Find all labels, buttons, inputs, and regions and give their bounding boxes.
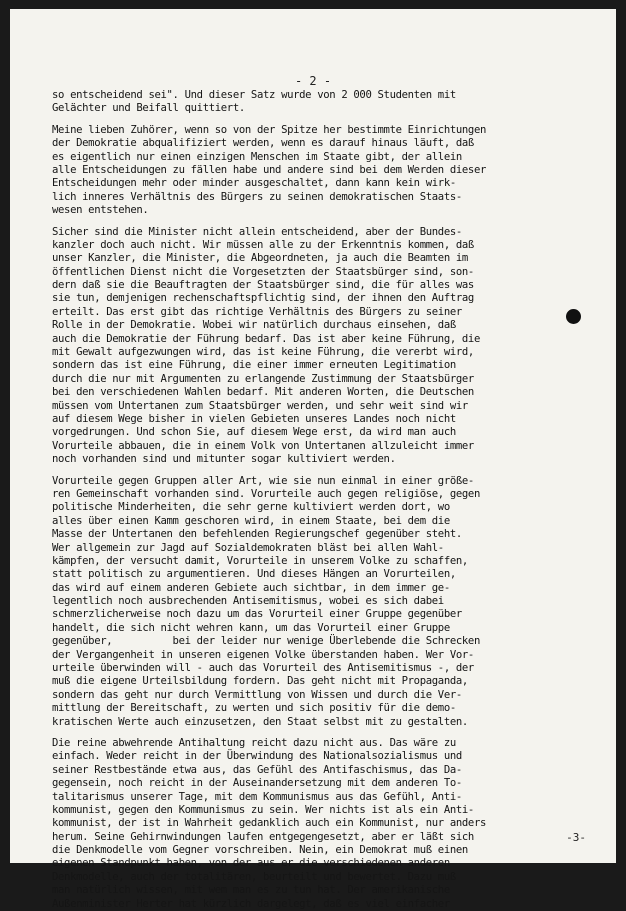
text-line: Denkmodelle, auch der totalitären, beurteilt und bewertet. Dazu muß [52, 870, 456, 883]
text-line: sondern das ist eine Führung, die einer immer erneuten Legitimation [52, 359, 456, 372]
text-line: seiner Restbestände etwa aus, das Gefühl des Antifaschismus, das Da- [52, 763, 462, 776]
text-line: sie tun, demjenigen rechenschaftspflichtig sind, der ihnen den Auftrag [52, 292, 474, 305]
text-line: gegenüber, bei der leider nur wenige Überlebende die Schrecken [52, 635, 480, 648]
text-line: auf diesem Wege bisher in vielen Gebieten unseres Landes noch nicht [52, 412, 456, 425]
text-line: Rolle in der Demokratie. Wobei wir natürlich durchaus einsehen, daß [52, 319, 456, 332]
page-number: - 2 - [294, 74, 332, 88]
paragraph-gap [52, 467, 592, 475]
paragraph-gap [52, 729, 592, 737]
text-line: Außenminister Herter hat kürzlich dargelegt, daß es viel einfacher [52, 897, 450, 910]
text-line: ren Gemeinschaft vorhanden sind. Vorurteile auch gegen religiöse, gegen [52, 487, 480, 500]
punch-hole [566, 309, 581, 324]
paragraph [52, 124, 592, 218]
text-line: müssen vom Untertanen zum Staatsbürger werden, und sehr weit sind wir [52, 399, 468, 412]
text-line: eigenen Standpunkt haben, von der aus er die verschiedenen anderen [52, 857, 450, 870]
text-line: Wer allgemein zur Jagd auf Sozialdemokraten bläst bei allen Wahl- [52, 541, 444, 554]
text-line: wesen entstehen. [52, 204, 149, 217]
text-line: alles über einen Kamm geschoren wird, in einem Staate, bei dem die [52, 514, 450, 527]
text-line: legentlich noch ausbrechenden Antisemitismus, wobei es sich dabei [52, 595, 444, 608]
text-line: statt politisch zu argumentieren. Und dieses Hängen an Vorurteilen, [52, 568, 456, 581]
text-line: bei den verschiedenen Wahlen bedarf. Mit anderen Worten, die Deutschen [52, 386, 474, 399]
text-line: unser Kanzler, die Minister, die Abgeordneten, ja auch die Beamten im [52, 252, 468, 265]
text-line: kommunist, der ist in Wahrheit gedanklich auch ein Kommunist, nur anders [52, 817, 487, 830]
text-line: auch die Demokratie der Führung bedarf. Das ist aber keine Führung, die [52, 332, 480, 345]
text-line: Vorurteile gegen Gruppen aller Art, wie sie nun einmal in einer größe- [52, 474, 474, 487]
text-line: kämpfen, der versucht damit, Vorurteile in unserem Volke zu schaffen, [52, 554, 468, 567]
text-line: mittlung der Bereitschaft, zu werten und sich positiv für die demo- [52, 702, 456, 715]
text-line: alle Entscheidungen zu fällen habe und andere sind bei dem Werden dieser [52, 163, 487, 176]
document-page [10, 9, 616, 910]
paragraph-gap [52, 116, 592, 124]
text-line: so entscheidend sei". Und dieser Satz wurde von 2 000 Studenten mit [52, 89, 456, 101]
paragraph [52, 89, 592, 116]
text-line: die Denkmodelle vom Gegner vorschreiben. Nein, ein Demokrat muß einen [52, 844, 468, 857]
paragraph [52, 737, 592, 911]
text-line: noch vorhanden sind und mitunter sogar kultiviert werden. [52, 453, 396, 466]
text-line: urteile überwinden will - auch das Vorurteil des Antisemitismus -, der [52, 662, 474, 675]
text-line: der Demokratie abqualifiziert werden, wenn es darauf hinaus läuft, daß [52, 137, 474, 150]
text-line: sondern das geht nur durch Vermittlung von Wissen und durch die Ver- [52, 688, 462, 701]
text-line: handelt, die sich nicht wehren kann, um das Vorurteil einer Gruppe [52, 621, 450, 634]
text-line: vorgedrungen. Und schon Sie, auf diesem Wege erst, da wird man auch [52, 426, 456, 439]
text-line: dern daß sie die Beauftragten der Staatsbürger sind, die für alles was [52, 279, 474, 292]
text-line: gegensein, noch reicht in der Auseinandersetzung mit dem anderen To- [52, 777, 462, 790]
text-line: einfach. Weder reicht in der Überwindung des Nationalsozialismus und [52, 750, 462, 763]
text-line: es eigentlich nur einen einzigen Menschen im Staate gibt, der allein [52, 150, 462, 163]
text-line: das wird auf einem anderen Gebiete auch sichtbar, in dem immer ge- [52, 581, 450, 594]
text-line: Entscheidungen mehr oder minder ausgeschaltet, dann kann kein wirk- [52, 177, 456, 190]
text-line: Meine lieben Zuhörer, wenn so von der Spitze her bestimmte Einrichtungen [52, 123, 487, 136]
text-line: man natürlich wissen, mit wem man es zu tun hat. Der amerikanische [52, 884, 450, 897]
text-line: mit Gewalt aufgezwungen wird, das ist keine Führung, die vererbt wird, [52, 346, 474, 359]
next-page-marker: -3- [566, 831, 586, 844]
text-line: Sicher sind die Minister nicht allein entscheidend, aber der Bundes- [52, 225, 462, 238]
text-line: schmerzlicherweise noch dazu um das Vorurteil einer Gruppe gegenüber [52, 608, 462, 621]
text-line: kanzler doch auch nicht. Wir müssen alle zu der Erkenntnis kommen, daß [52, 238, 474, 251]
text-line: Vorurteile abbauen, die in einem Volk von Untertanen allzuleicht immer [52, 439, 474, 452]
paragraph-gap [52, 218, 592, 226]
text-line: kommunist, gegen den Kommunismus zu sein. Wer nichts ist als ein Anti- [52, 803, 474, 816]
paragraph [52, 475, 592, 729]
text-line: durch die nur mit Argumenten zu erlangende Zustimmung der Staatsbürger [52, 372, 474, 385]
text-line: kratischen Werte auch einzusetzen, den Staat selbst mit zu gestalten. [52, 715, 468, 728]
text-line: politische Minderheiten, die sehr gerne kultiviert werden dort, wo [52, 501, 450, 514]
paragraph [52, 226, 592, 467]
text-line: muß die eigene Urteilsbildung fordern. Das geht nicht mit Propaganda, [52, 675, 468, 688]
text-line: lich inneres Verhältnis des Bürgers zu seinen demokratischen Staats- [52, 190, 462, 203]
text-line: herum. Seine Gehirnwindungen laufen entgegengesetzt, aber er läßt sich [52, 830, 474, 843]
text-line: der Vergangenheit in unseren eigenen Volke überstanden haben. Wer Vor- [52, 648, 474, 661]
text-line: Gelächter und Beifall quittiert. [52, 102, 245, 115]
text-line: erteilt. Das erst gibt das richtige Verhältnis des Bürgers zu seiner [52, 305, 462, 318]
document-body [52, 89, 592, 911]
text-line: Die reine abwehrende Antihaltung reicht dazu nicht aus. Das wäre zu [52, 736, 456, 749]
text-line: öffentlichen Dienst nicht die Vorgesetzten der Staatsbürger sind, son- [52, 265, 474, 278]
text-line: Masse der Untertanen den befehlenden Regierungschef gegenüber steht. [52, 528, 462, 541]
text-line: talitarismus unserer Tage, mit dem Kommunismus aus das Gefühl, Anti- [52, 790, 462, 803]
